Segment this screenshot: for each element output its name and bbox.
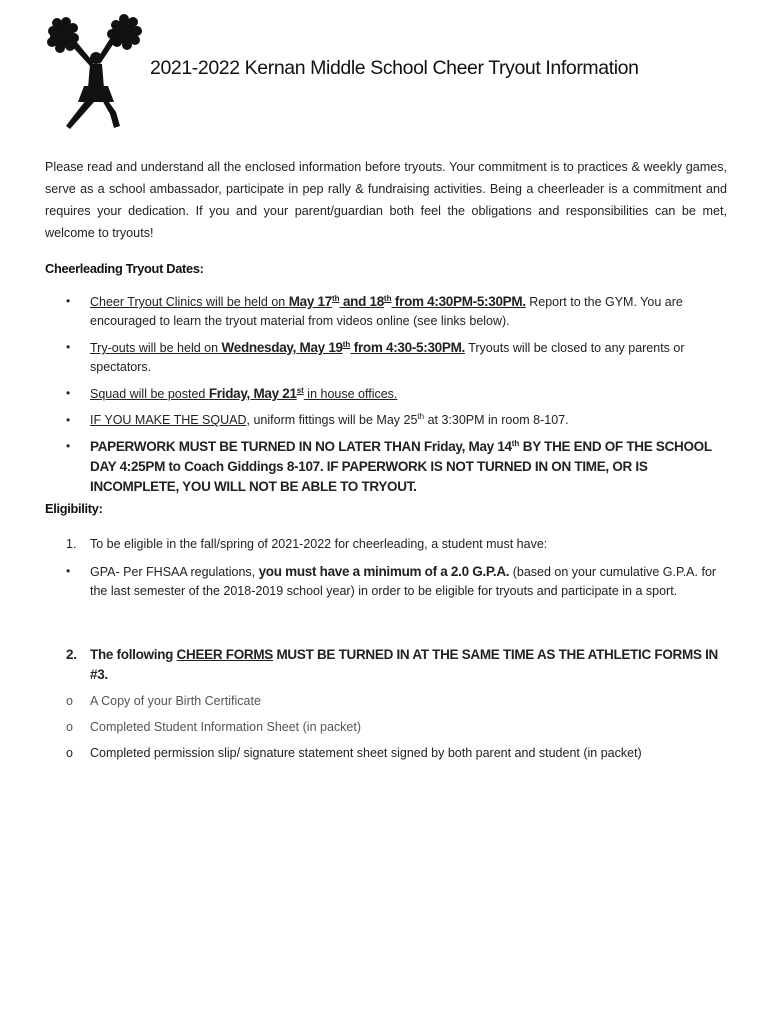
clinic-time: from 4:30PM-5:30PM. <box>391 294 526 309</box>
document-title: 2021-2022 Kernan Middle School Cheer Tryout Information <box>150 57 639 79</box>
bullet-icon: • <box>66 564 71 578</box>
list-item <box>62 384 730 404</box>
gpa-rest: (based on your cumulative G.P.A. for the last semester of the 2018-2019 school year) in order to be eligible for tryouts and participate in a sport. <box>90 565 717 598</box>
list-item <box>62 535 730 554</box>
list-item <box>62 292 730 331</box>
list-item <box>62 437 730 497</box>
squad-date: Friday, May 21 <box>208 386 297 401</box>
list-item <box>62 744 730 763</box>
item-number: 1. <box>66 537 77 551</box>
eligibility-list <box>62 535 730 601</box>
tryouts-time: from 4:30-5:30PM. <box>350 340 465 355</box>
form-item: Completed permission slip/ signature statement sheet signed by both parent and student (in packet) <box>90 746 642 760</box>
item-number: 2. <box>66 647 77 662</box>
ordinal-suffix: th <box>342 340 351 349</box>
gpa-requirement: you must have a minimum of a 2.0 G.P.A. <box>258 564 510 579</box>
squad-rest: in house offices. <box>303 387 398 401</box>
cheerleader-logo-icon <box>44 14 144 136</box>
bullet-icon: • <box>66 294 71 308</box>
list-item <box>62 718 730 737</box>
ordinal-suffix: th <box>417 412 425 421</box>
paperwork-rest: BY THE END OF THE SCHOOL DAY 4:25PM to Coach Giddings 8-107. IF PAPERWORK IS NOT TURNED IN ON TIME, OR IS INCOMPLETE, YOU WILL NOT BE ABLE TO TRYOUT. <box>90 439 712 494</box>
circle-bullet-icon: o <box>66 694 73 708</box>
ordinal-suffix: th <box>511 439 520 448</box>
tryout-dates-heading: Cheerleading Tryout Dates: <box>45 261 204 276</box>
fitting-text: , uniform fittings will be May 25 <box>246 413 418 427</box>
paperwork-text: PAPERWORK MUST BE TURNED IN NO LATER THAN Friday, May 14 <box>90 439 512 454</box>
eligibility-text: To be eligible in the fall/spring of 2021-2022 for cheerleading, a student must have: <box>90 537 548 551</box>
circle-bullet-icon: o <box>66 720 73 734</box>
tryouts-date: Wednesday, May 19 <box>221 340 343 355</box>
clinic-rest: Report to the GYM. You are encouraged to learn the tryout material from videos online (see links below). <box>90 295 683 328</box>
list-item <box>62 562 730 601</box>
forms-rest: MUST BE TURNED IN AT THE SAME TIME AS THE ATHLETIC FORMS IN #3. <box>90 647 719 682</box>
forms-text: The following <box>90 647 177 662</box>
bullet-icon: • <box>66 386 71 400</box>
list-item <box>62 338 730 377</box>
ordinal-suffix: th <box>331 294 340 303</box>
tryouts-text: Try-outs will be held on <box>90 341 222 355</box>
tryouts-rest: Tryouts will be closed to any parents or spectators. <box>90 341 685 374</box>
gpa-text: GPA- Per FHSAA regulations, <box>90 565 259 579</box>
clinic-date: May 17 <box>288 294 332 309</box>
fitting-rest: at 3:30PM in room 8-107. <box>424 413 569 427</box>
bullet-icon: • <box>66 413 71 427</box>
clinic-date-2: and 18 <box>339 294 384 309</box>
bullet-icon: • <box>66 439 71 453</box>
list-item <box>62 411 730 430</box>
make-squad-text: IF YOU MAKE THE SQUAD <box>90 413 247 427</box>
ordinal-suffix: st <box>296 386 304 395</box>
cheer-forms-label: CHEER FORMS <box>176 647 274 662</box>
form-item: Completed Student Information Sheet (in packet) <box>90 720 361 734</box>
bullet-icon: • <box>66 340 71 354</box>
clinic-text: Cheer Tryout Clinics will be held on <box>90 295 289 309</box>
list-item <box>62 692 730 711</box>
tryout-dates-list <box>62 292 730 497</box>
squad-text: Squad will be posted <box>90 387 209 401</box>
list-item <box>62 645 730 685</box>
ordinal-suffix: th <box>383 294 392 303</box>
eligibility-heading: Eligibility: <box>45 501 103 516</box>
form-item: A Copy of your Birth Certificate <box>90 694 261 708</box>
cheer-forms-list <box>62 645 730 763</box>
circle-bullet-icon: o <box>66 746 73 760</box>
intro-paragraph: Please read and understand all the enclosed information before tryouts. Your commitment is to practices & weekly games, serve as a school ambassador, participate in pep rally & fundraising activities. Being a cheerleader is a commitment and requires your dedication. If you and your parent/guardian both feel the obligations and responsibilities can be met, welcome to tryouts! <box>45 160 727 240</box>
